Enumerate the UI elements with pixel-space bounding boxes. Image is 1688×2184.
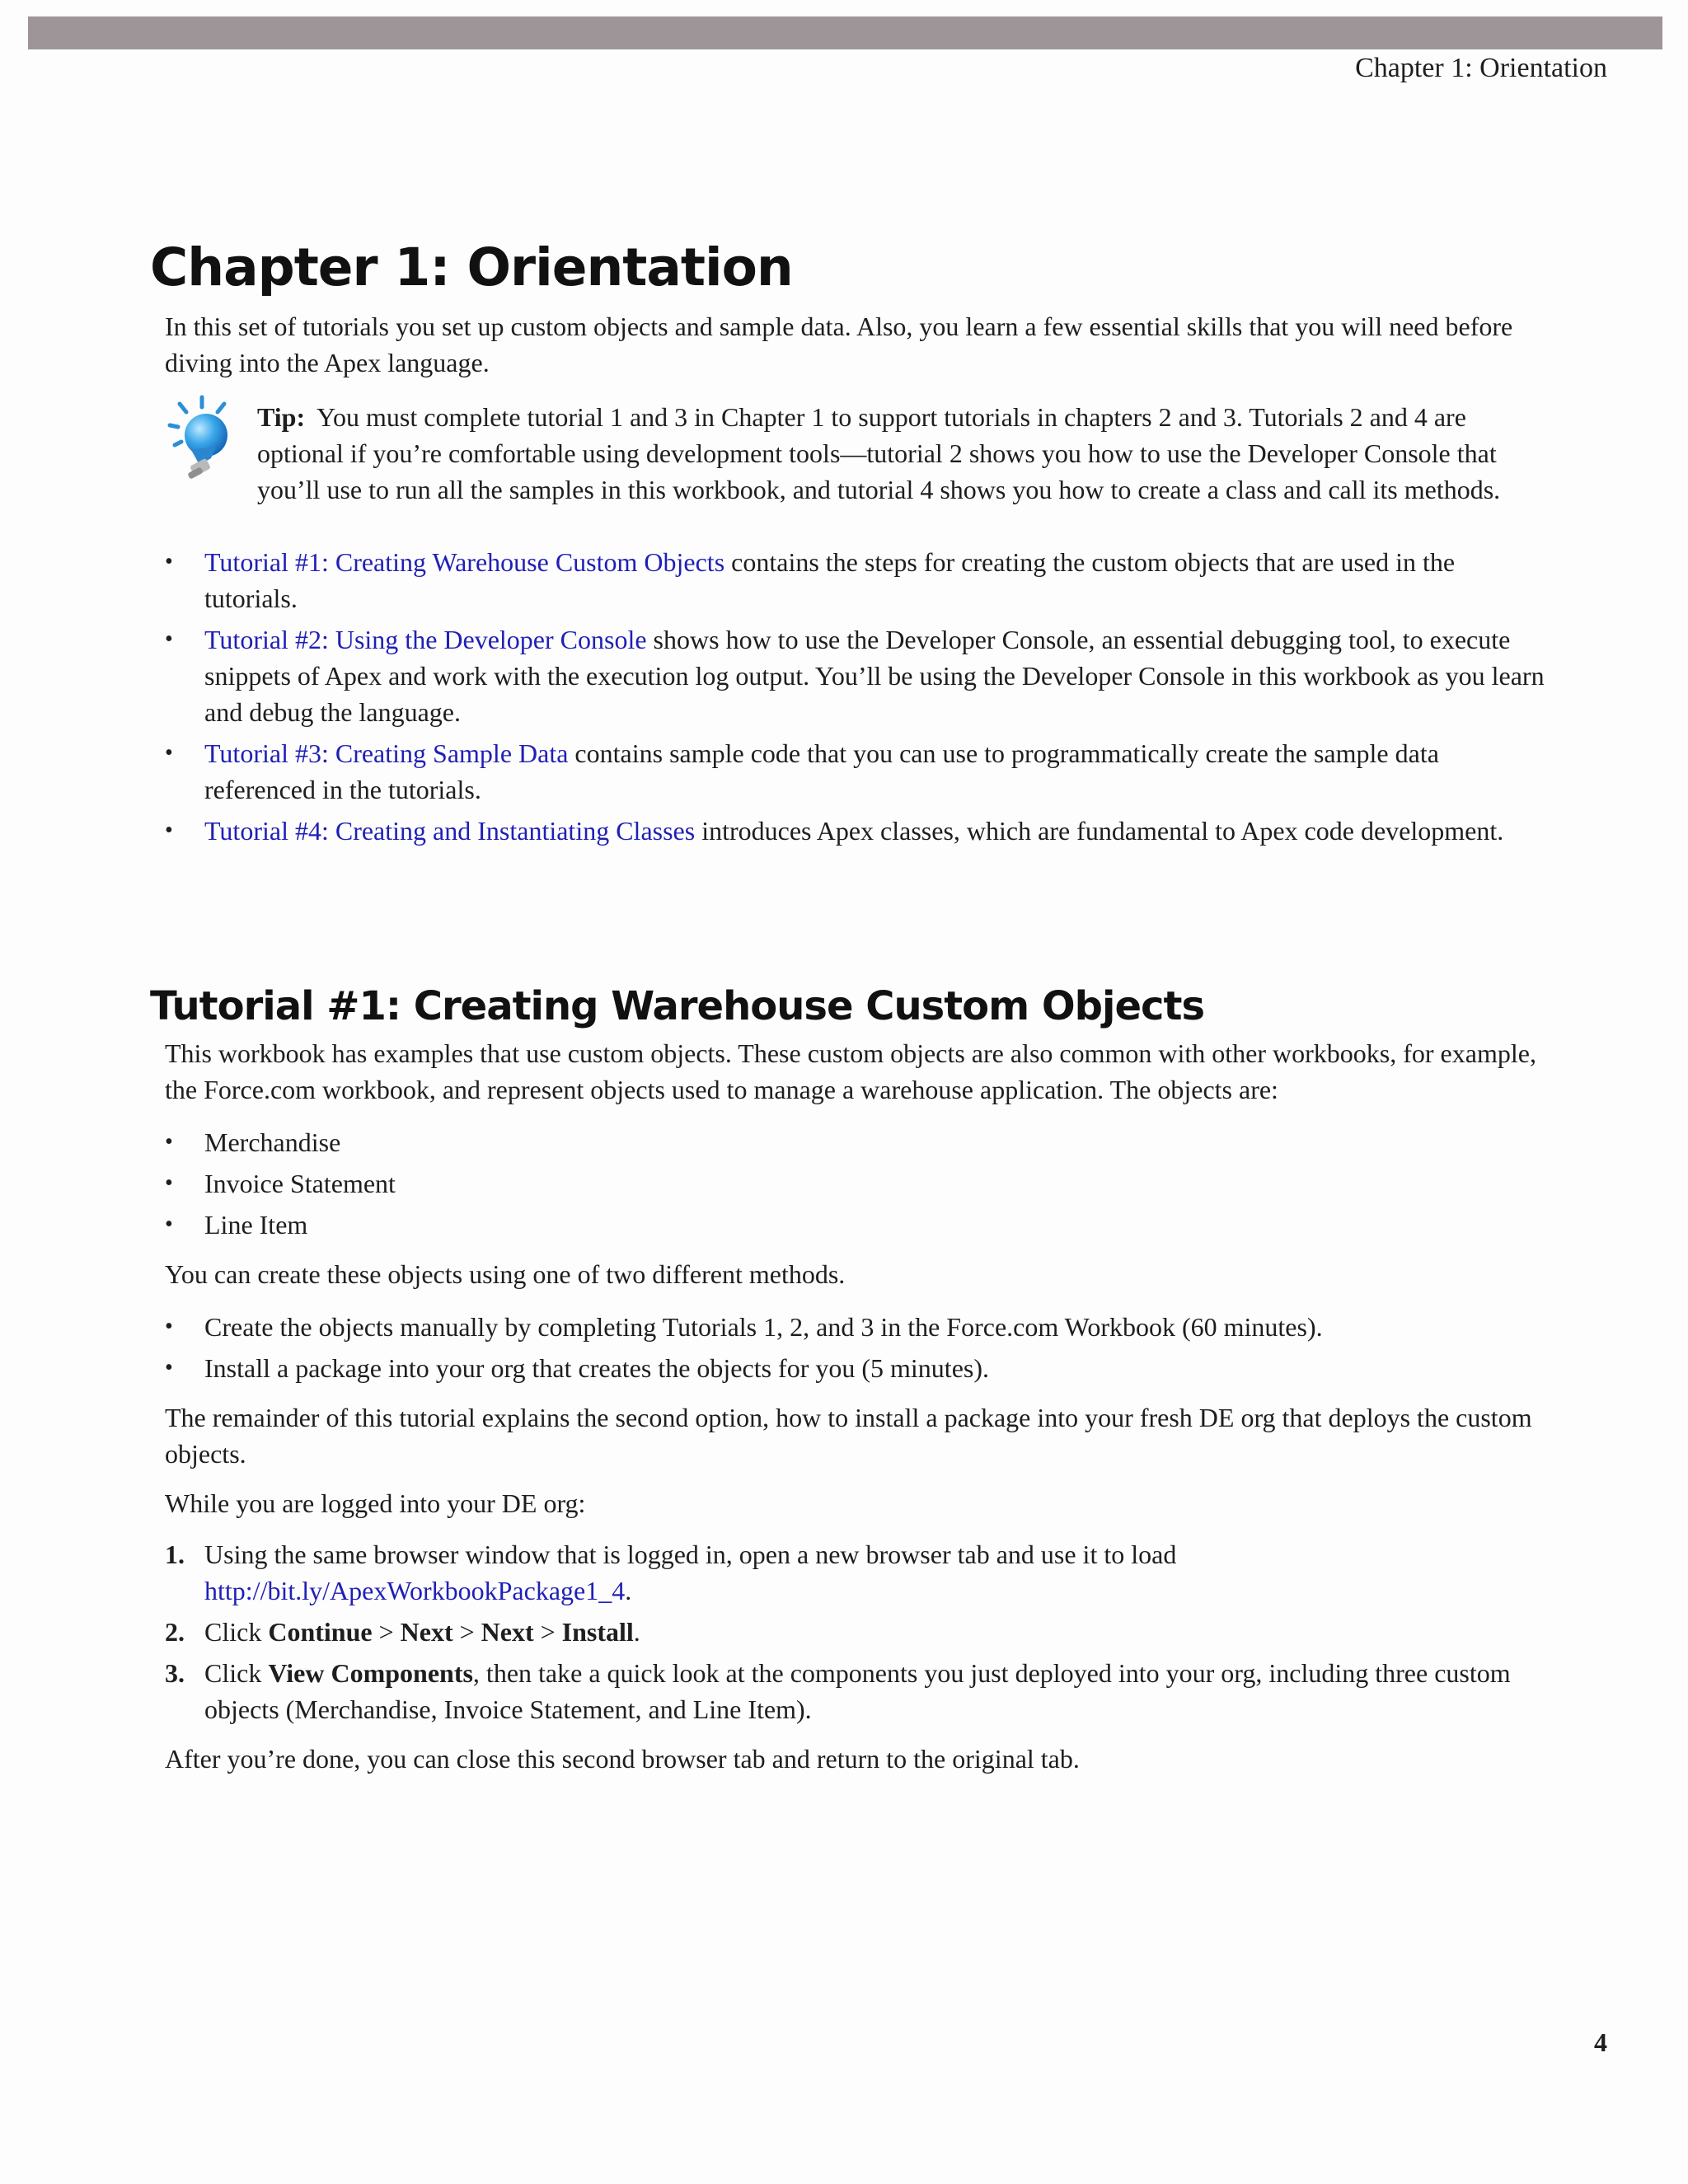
- section-intro: This workbook has examples that use custom objects. These custom objects are also common with other workbooks, for example, the Force.com workbook, and represent objects used to manage a warehouse application. The objects are:: [165, 1038, 1536, 1104]
- list-item: [165, 621, 1551, 730]
- step-2-click: Click: [204, 1617, 269, 1647]
- tutorial-2-link[interactable]: Tutorial #2: Using the Developer Console: [204, 625, 647, 654]
- section-title: Tutorial #1: Creating Warehouse Custom Objects: [150, 983, 1205, 1029]
- logged-in-paragraph: While you are logged into your DE org:: [165, 1488, 586, 1518]
- page-content: [150, 231, 1551, 1777]
- step-1-end: .: [625, 1576, 632, 1605]
- step-number: 2.: [165, 1617, 185, 1647]
- tip-box: [165, 399, 1551, 508]
- tip-label: Tip:: [257, 402, 306, 432]
- chapter-title: Chapter 1: Orientation: [150, 237, 793, 298]
- step-number: 1.: [165, 1540, 185, 1569]
- list-item: [165, 735, 1551, 808]
- remainder-paragraph: The remainder of this tutorial explains the second option, how to install a package into your fresh DE org that deploys the custom objects.: [165, 1403, 1532, 1469]
- tutorial-2-description: shows how to use the Developer Console, an essential debugging tool, to execute snippets of Apex and work with the execution log output. You’ll be using the Developer Console in this workbook as you learn and debug the language.: [204, 625, 1545, 727]
- step-item: [165, 1655, 1551, 1727]
- next-label: Next: [481, 1617, 534, 1647]
- page-number: 4: [1594, 2027, 1607, 2057]
- chapter-intro: In this set of tutorials you set up custom objects and sample data. Also, you learn a few essential skills that you will need before diving into the Apex language.: [165, 312, 1513, 377]
- objects-list: [165, 1124, 1551, 1243]
- install-label: Install: [561, 1617, 634, 1647]
- tutorial-1-link[interactable]: Tutorial #1: Creating Warehouse Custom Objects: [204, 547, 725, 577]
- step-item: [165, 1536, 1551, 1609]
- tutorial-list: [165, 544, 1551, 849]
- list-item: [165, 813, 1551, 849]
- list-item: • Create the objects manually by completing Tutorials 1, 2, and 3 in the Force.com Workbook (60 minutes).: [165, 1309, 1551, 1345]
- tip-text: You must complete tutorial 1 and 3 in Chapter 1 to support tutorials in chapters 2 and 3. Tutorials 2 and 4 are optional if you’re comfortable using development tools—tutorial 2 shows you how to use the Developer Console that you’ll use to run all the samples in this workbook, and tutorial 4 shows you how to create a class and call its methods.: [257, 402, 1501, 504]
- next-label: Next: [400, 1617, 453, 1647]
- list-item: • Install a package into your org that creates the objects for you (5 minutes).: [165, 1350, 1551, 1386]
- tutorial-1-description: contains the steps for creating the custom objects that are used in the tutorials.: [204, 547, 1456, 613]
- tutorial-4-link[interactable]: Tutorial #4: Creating and Instantiating Classes: [204, 816, 696, 846]
- separator: >: [533, 1617, 562, 1647]
- list-item: • Merchandise: [165, 1124, 1551, 1160]
- tutorial-4-description: introduces Apex classes, which are fundamental to Apex code development.: [695, 816, 1504, 846]
- step-number: 3.: [165, 1658, 185, 1688]
- step-2-end: .: [633, 1617, 640, 1647]
- continue-label: Continue: [268, 1617, 373, 1647]
- tutorial-3-description: contains sample code that you can use to programmatically create the sample data referenced in the tutorials.: [204, 738, 1439, 804]
- closing-paragraph: After you’re done, you can close this second browser tab and return to the original tab.: [165, 1744, 1080, 1774]
- step-1-text: Using the same browser window that is logged in, open a new browser tab and use it to load: [204, 1540, 1177, 1569]
- list-item: • Line Item: [165, 1207, 1551, 1243]
- steps-list: [165, 1536, 1551, 1727]
- lightbulb-icon: [166, 392, 237, 483]
- running-head: Chapter 1: Orientation: [1355, 53, 1607, 83]
- separator: >: [372, 1617, 401, 1647]
- methods-list: [165, 1309, 1551, 1386]
- top-bar: [28, 16, 1662, 49]
- list-item: • Invoice Statement: [165, 1165, 1551, 1202]
- view-components-label: View Components: [268, 1658, 473, 1688]
- step-3-text: , then take a quick look at the components you just deployed into your org, including three custom objects (Merchandise, Invoice Statement, and Line Item).: [204, 1658, 1511, 1724]
- chapter-body: [165, 308, 1551, 849]
- step-item: [165, 1614, 1551, 1650]
- methods-intro: You can create these objects using one of two different methods.: [165, 1259, 846, 1289]
- list-item: [165, 544, 1551, 616]
- section-body: [165, 1035, 1551, 1777]
- package-link[interactable]: http://bit.ly/ApexWorkbookPackage1_4: [204, 1576, 626, 1605]
- tip-text-block: [257, 399, 1551, 508]
- step-3-click: Click: [204, 1658, 269, 1688]
- tutorial-3-link[interactable]: Tutorial #3: Creating Sample Data: [204, 738, 569, 768]
- separator: >: [452, 1617, 481, 1647]
